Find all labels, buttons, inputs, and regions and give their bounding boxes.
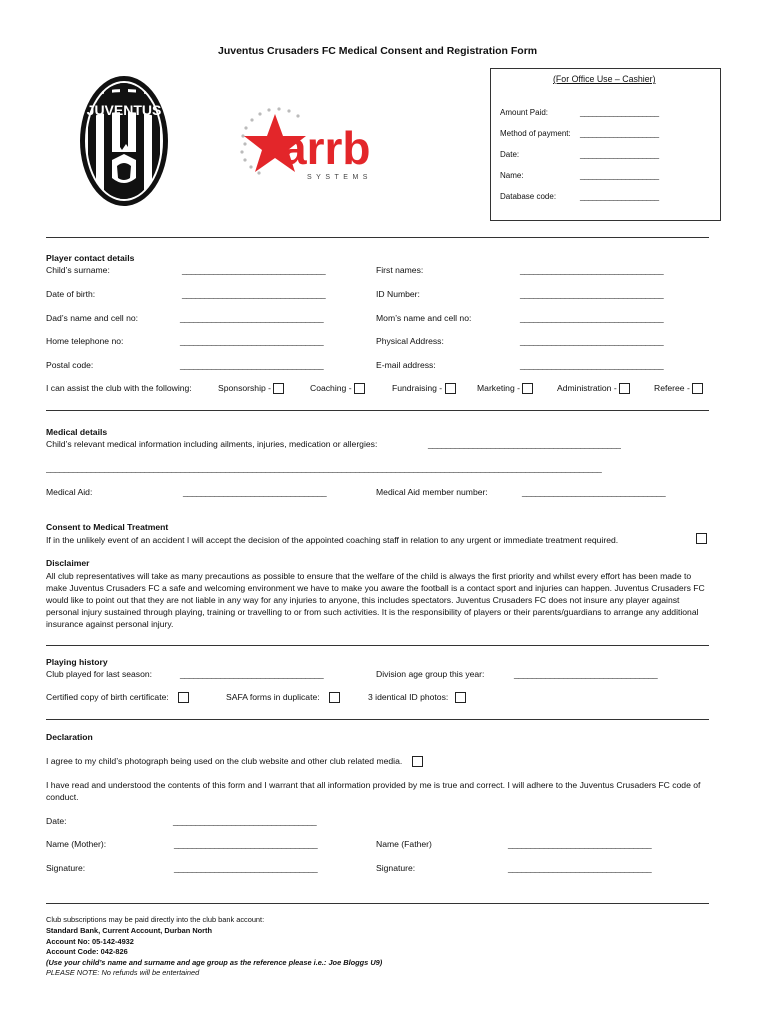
id-photos-checkbox[interactable] (455, 692, 466, 703)
arrb-logo-text: arrb (281, 122, 371, 174)
coaching-checkbox[interactable] (354, 383, 365, 394)
home-tel-label: Home telephone no: (46, 336, 124, 346)
mother-signature-label: Signature: (46, 863, 86, 873)
consent-heading: Consent to Medical Treatment (46, 522, 169, 532)
moms-name-label: Mom’s name and cell no: (376, 313, 472, 323)
disclaimer-heading: Disclaimer (46, 558, 90, 568)
declaration-date-field[interactable]: ________________________________ (173, 816, 317, 826)
moms-name-field[interactable]: ________________________________ (520, 313, 664, 323)
assist-option-coaching: Coaching - (310, 383, 365, 394)
home-tel-field[interactable]: ________________________________ (180, 336, 324, 346)
email-field[interactable]: ________________________________ (520, 360, 664, 370)
player-heading: Player contact details (46, 253, 135, 263)
childs-surname-label: Child’s surname: (46, 265, 110, 275)
safa-label: SAFA forms in duplicate: (226, 692, 340, 703)
office-use-heading: (For Office Use – Cashier) (553, 74, 656, 84)
physical-address-label: Physical Address: (376, 336, 444, 346)
divider (46, 645, 709, 646)
consent-checkbox[interactable] (696, 533, 707, 544)
administration-checkbox[interactable] (619, 383, 630, 394)
club-last-season-label: Club played for last season: (46, 669, 153, 679)
medical-aid-number-field[interactable]: ________________________________ (522, 487, 666, 497)
assist-label: I can assist the club with the following: (46, 383, 192, 393)
office-name-label: Name: (500, 171, 524, 180)
divider (46, 237, 709, 238)
division-field[interactable]: ________________________________ (514, 669, 658, 679)
juventus-logo (78, 74, 170, 208)
office-method-label: Method of payment: (500, 129, 571, 138)
juventus-logo-text: JUVENTUS (86, 102, 162, 118)
office-method-field[interactable]: ___________________ (580, 129, 659, 138)
safa-checkbox[interactable] (329, 692, 340, 703)
arrb-logo-subtext: SYSTEMS (307, 174, 372, 181)
first-names-label: First names: (376, 265, 424, 275)
medical-info-field[interactable]: ___________________________________________ (428, 439, 621, 449)
first-names-field[interactable]: ________________________________ (520, 265, 664, 275)
dads-name-field[interactable]: ________________________________ (180, 313, 324, 323)
physical-address-field[interactable]: ________________________________ (520, 336, 664, 346)
fundraising-checkbox[interactable] (445, 383, 456, 394)
father-signature-field[interactable]: ________________________________ (508, 863, 652, 873)
id-number-label: ID Number: (376, 289, 420, 299)
sponsorship-checkbox[interactable] (273, 383, 284, 394)
declaration-heading: Declaration (46, 732, 93, 742)
postal-code-field[interactable]: ________________________________ (180, 360, 324, 370)
father-signature-label: Signature: (376, 863, 416, 873)
birth-cert-checkbox[interactable] (178, 692, 189, 703)
childs-surname-field[interactable]: ________________________________ (182, 265, 326, 275)
club-last-season-field[interactable]: ________________________________ (180, 669, 324, 679)
photo-consent-label: I agree to my child’s photograph being used on the club website and other club related media. (46, 756, 423, 767)
birth-cert-label: Certified copy of birth certificate: (46, 692, 189, 703)
assist-option-referee: Referee - (654, 383, 703, 394)
read-understood-text: I have read and understood the contents of this form and I warrant that all information provided by me is true and correct. I will adhere to the Juventus Crusaders FC code of conduct. (46, 780, 701, 802)
form-title: Juventus Crusaders FC Medical Consent and Registration Form (218, 45, 538, 57)
medical-info-label: Child’s relevant medical information including ailments, injuries, medication or allergies: (46, 439, 378, 449)
medical-heading: Medical details (46, 427, 108, 437)
dob-field[interactable]: ________________________________ (182, 289, 326, 299)
office-database-field[interactable]: ___________________ (580, 192, 659, 201)
dob-label: Date of birth: (46, 289, 96, 299)
footer-bank-intro: Club subscriptions may be paid directly into the club bank account: (46, 915, 265, 924)
consent-text: If in the unlikely event of an accident I will accept the decision of the appointed coaching staff in relation to any urgent or immediate treatment required. (46, 535, 619, 545)
consent-checkbox-wrap (696, 533, 707, 544)
medical-info-field-line2[interactable]: ____________________________________________________________________________________________________________________________ (46, 463, 602, 473)
divider (46, 719, 709, 720)
assist-option-administration: Administration - (557, 383, 630, 394)
name-father-field[interactable]: ________________________________ (508, 839, 652, 849)
footer-account-code: Account Code: 042-826 (46, 947, 128, 956)
disclaimer-text: All club representatives will take as many precautions as possible to ensure that the welfare of the child is always the first priority and whilst every effort has been made to make Juventus Crusaders FC a safe and welcoming environment we have to make you aware the football is a contact sport and injuries can happen. Juventus Crusaders FC would like to point out that they are not liable in any way for any injuries to anyone, this includes spectators. Juventus Crusaders FC does not insure any player against personal injury sustained through playing, training or travelling to or from such activities. It is the responsibility of players or their parents/guardians to arrange any additional insurance against personal injury. (46, 571, 705, 629)
medical-aid-field[interactable]: ________________________________ (183, 487, 327, 497)
divider (46, 903, 709, 904)
office-name-field[interactable]: ___________________ (580, 171, 659, 180)
referee-checkbox[interactable] (692, 383, 703, 394)
assist-option-fundraising: Fundraising - (392, 383, 456, 394)
assist-option-marketing: Marketing - (477, 383, 533, 394)
medical-aid-label: Medical Aid: (46, 487, 93, 497)
name-mother-label: Name (Mother): (46, 839, 107, 849)
name-mother-field[interactable]: ________________________________ (174, 839, 318, 849)
footer-bank-name: Standard Bank, Current Account, Durban North (46, 926, 213, 935)
playing-heading: Playing history (46, 657, 108, 667)
postal-code-label: Postal code: (46, 360, 94, 370)
id-photos-label: 3 identical ID photos: (368, 692, 466, 703)
email-label: E-mail address: (376, 360, 436, 370)
office-amount-label: Amount Paid: (500, 108, 549, 117)
medical-aid-number-label: Medical Aid member number: (376, 487, 488, 497)
name-father-label: Name (Father) (376, 839, 432, 849)
footer-refund-note: PLEASE NOTE: No refunds will be entertained (46, 968, 200, 977)
mother-signature-field[interactable]: ________________________________ (174, 863, 318, 873)
declaration-date-label: Date: (46, 816, 67, 826)
divider (46, 410, 709, 411)
photo-consent-checkbox[interactable] (412, 756, 423, 767)
office-date-label: Date: (500, 150, 520, 159)
id-number-field[interactable]: ________________________________ (520, 289, 664, 299)
division-label: Division age group this year: (376, 669, 485, 679)
footer-reference-note: (Use your child’s name and surname and age group as the reference please i.e.: Joe Bloggs U9) (46, 958, 383, 967)
arrb-logo (233, 106, 405, 186)
marketing-checkbox[interactable] (522, 383, 533, 394)
office-amount-field[interactable]: ___________________ (580, 108, 659, 117)
office-database-label: Database code: (500, 192, 557, 201)
dads-name-label: Dad’s name and cell no: (46, 313, 139, 323)
assist-option-sponsorship: Sponsorship - (218, 383, 284, 394)
office-date-field[interactable]: ___________________ (580, 150, 659, 159)
footer-account-no: Account No: 05-142-4932 (46, 937, 134, 946)
